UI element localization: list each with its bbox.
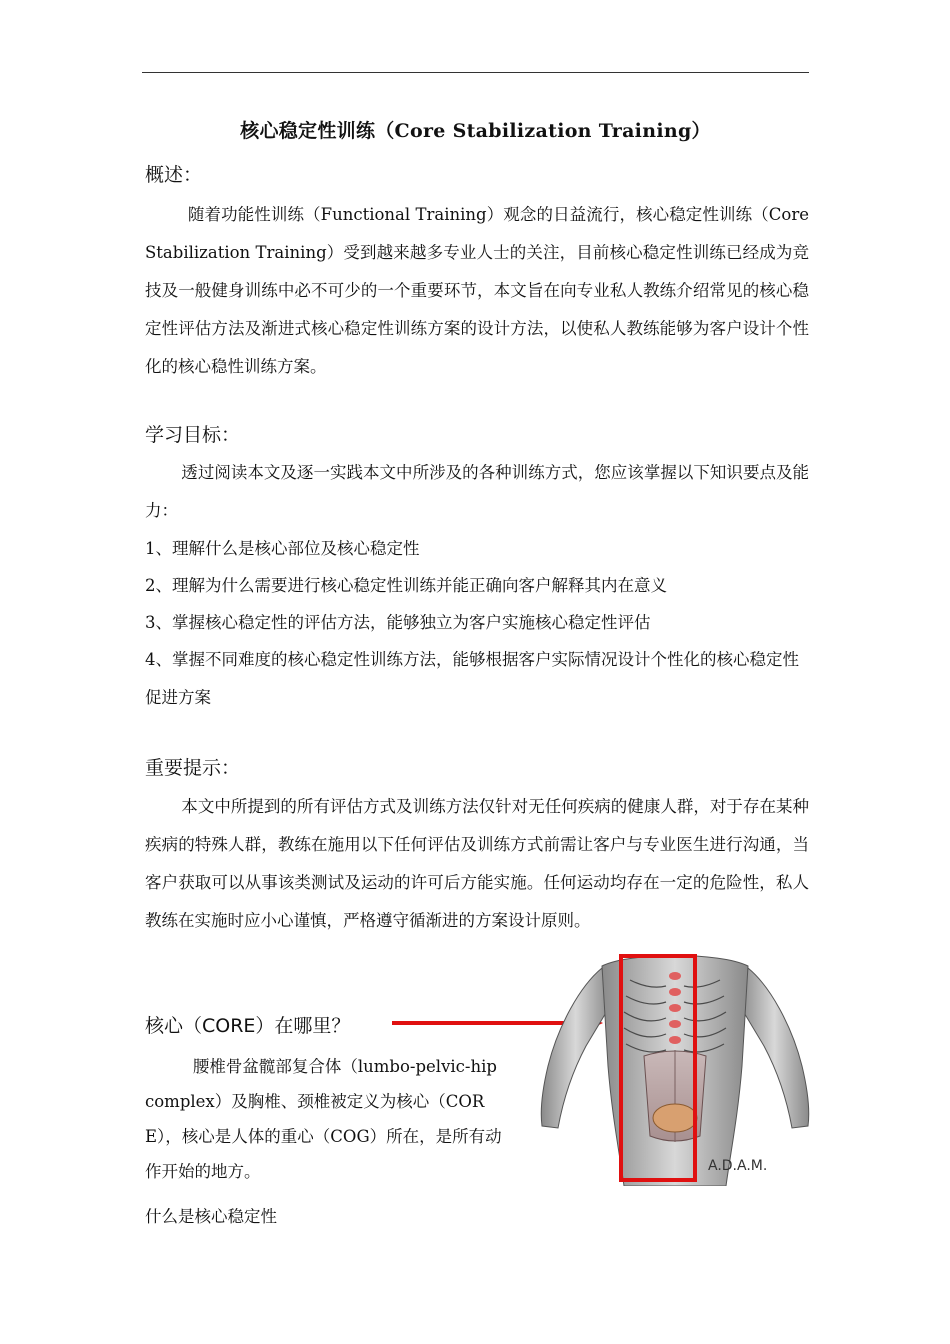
notice-heading: 重要提示： — [145, 757, 241, 779]
core-stability-subheading: 什么是核心稳定性 — [145, 1207, 277, 1226]
notice-paragraph: 本文中所提到的所有评估方式及训练方法仅针对无任何疾病的健康人群，对于存在某种疾病的特殊人群，教练在施用以下任何评估及训练方式前需让客户与专业医生进行沟通，当客户获取可以从事该类测试及运动的许可后方能实施。任何运动均存在一定的危险性，私人教练在实施时应小心谨慎，严格遵守循渐进的方案设计原则。 — [145, 797, 809, 930]
document-title: 核心稳定性训练（Core Stabilization Training） — [240, 120, 711, 142]
core-paragraph: 腰椎骨盆髋部复合体（lumbo-pelvic-hip complex）及胸椎、颈椎被定义为核心（CORE），核心是人体的重心（COG）所在，是所有动作开始的地方。 — [145, 1057, 502, 1181]
overview-heading: 概述： — [145, 164, 203, 186]
objective-item-4: 4、掌握不同难度的核心稳定性训练方法，能够根据客户实际情况设计个性化的核心稳定性促进方案 — [145, 650, 799, 707]
objective-item-3: 3、掌握核心稳定性的评估方法，能够独立为客户实施核心稳定性评估 — [145, 613, 651, 632]
objectives-intro: 透过阅读本文及逐一实践本文中所涉及的各种训练方式，您应该掌握以下知识要点及能力： — [145, 463, 809, 520]
image-credit: A.D.A.M. — [708, 1158, 768, 1174]
objective-item-2: 2、理解为什么需要进行核心稳定性训练并能正确向客户解释其内在意义 — [145, 576, 667, 595]
overview-paragraph: 随着功能性训练（Functional Training）观念的日益流行，核心稳定性训练（Core Stabilization Training）受到越来越多专业人士的关注，目前核心稳定性训练已经成为竞技及一般健身训练中必不可少的一个重要环节，本文旨在向专业私人教练介绍常见的核心稳定性评估方法及渐进式核心稳定性训练方案的设计方法，以使私人教练能够为客户设计个性化的核心稳性训练方案。 — [145, 205, 809, 376]
core-heading: 核心（CORE）在哪里？ — [145, 1015, 351, 1037]
objectives-heading: 学习目标： — [145, 424, 241, 446]
anatomy-illustration — [540, 946, 810, 1186]
header-rule — [142, 72, 809, 73]
objective-item-1: 1、理解什么是核心部位及核心稳定性 — [145, 539, 420, 558]
